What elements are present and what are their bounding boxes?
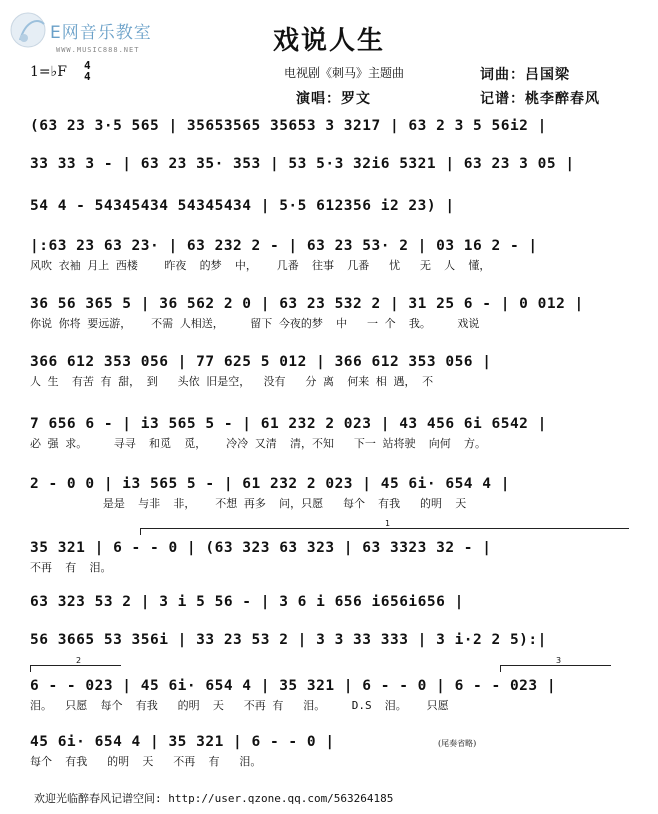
- time-signature: [84, 60, 91, 82]
- lyric-line: [30, 218, 630, 234]
- lyric-line: 泪。 只愿 每个 有我 的明 天 不再 有 泪。 D.S 泪。 只愿: [30, 699, 449, 712]
- notes-line: 366 612 353 056 | 77 625 5 012 | 366 612 353 056 |: [30, 354, 492, 370]
- notes-line: 7 656 6 - | i3 565 5 - | 61 232 2 023 | 43 456 6i 6542 |: [30, 416, 547, 432]
- lyric-line: 你说 你将 要远游， 不需 人相送， 留下 今夜的梦 中 一 个 我。 戏说: [30, 317, 480, 330]
- logo-url[interactable]: WWW.MUSIC888.NET: [56, 46, 140, 54]
- lyric-line: 风吹 衣袖 月上 西楼 昨夜 的梦 中， 几番 往事 几番 忧 无 人 懂，: [30, 259, 491, 272]
- notes-line: |:63 23 63 23· | 63 232 2 - | 63 23 53· 2 | 03 16 2 - |: [30, 238, 538, 254]
- notes-line: (63 23 3·5 565 | 35653565 35653 3 3217 | 63 2 3 5 56i2 |: [30, 118, 547, 134]
- volta-bracket-1: 1: [140, 528, 629, 535]
- notes-line: 2 - 0 0 | i3 565 5 - | 61 232 2 023 | 45 6i· 654 4 |: [30, 476, 510, 492]
- notes-line: 45 6i· 654 4 | 35 321 | 6 - - 0 |: [30, 734, 335, 750]
- lyric-line: 每个 有我 的明 天 不再 有 泪。: [30, 755, 262, 768]
- subtitle: 电视剧《刺马》主题曲: [284, 66, 405, 80]
- key-signature: 1=♭F: [30, 64, 67, 80]
- volta-bracket-3: 3: [500, 665, 611, 672]
- notes-line: 33 33 3 - | 63 23 35· 353 | 53 5·3 32i6 5321 | 63 23 3 05 |: [30, 156, 575, 172]
- notes-line: 54 4 - 54345434 54345434 | 5·5 612356 i2 23) |: [30, 198, 455, 214]
- meter-bottom: 4: [84, 70, 91, 83]
- notes-line: 6 - - 023 | 45 6i· 654 4 | 35 321 | 6 - - 0 | 6 - - 023 |: [30, 678, 557, 694]
- ending-note: (尾奏省略): [438, 739, 477, 748]
- logo-text: E网音乐教室: [50, 23, 152, 43]
- lyric-line: [30, 176, 630, 192]
- singer-credit: 演唱：罗文: [296, 91, 371, 107]
- song-title: 戏说人生: [272, 26, 385, 56]
- lyric-line: 是是 与非 非， 不想 再多 问，只愿 每个 有我 的明 天: [30, 497, 467, 510]
- lyric-line: 不再 有 泪。: [30, 561, 112, 574]
- notes-line: 35 321 | 6 - - 0 | (63 323 63 323 | 63 3323 32 - |: [30, 540, 492, 556]
- meter-top: 4: [84, 59, 91, 72]
- notes-line: 56 3665 53 356i | 33 23 53 2 | 3 3 33 333 | 3 i·2 2 5):|: [30, 632, 547, 648]
- lyric-line: 必 强 求。 寻寻 和觅 觅， 冷冷 又清 清，不知 下一 站将驶 向何 方。: [30, 437, 486, 450]
- footer-link[interactable]: 欢迎光临醉春风记谱空间: http://user.qzone.qq.com/563264185: [34, 792, 394, 805]
- lyric-line: 人 生 有苦 有 甜， 到 头依 旧是空， 没有 分 离 何来 相 遇， 不: [30, 375, 434, 388]
- notes-line: 36 56 365 5 | 36 562 2 0 | 63 23 532 2 | 31 25 6 - | 0 012 |: [30, 296, 584, 312]
- transcriber-credit: 记谱：桃李醉春风: [480, 91, 600, 107]
- composer-credit: 词曲：吕国梁: [480, 67, 570, 83]
- notes-line: 63 323 53 2 | 3 i 5 56 - | 3 6 i 656 i656i656 |: [30, 594, 464, 610]
- volta-bracket-2: 2: [30, 665, 121, 672]
